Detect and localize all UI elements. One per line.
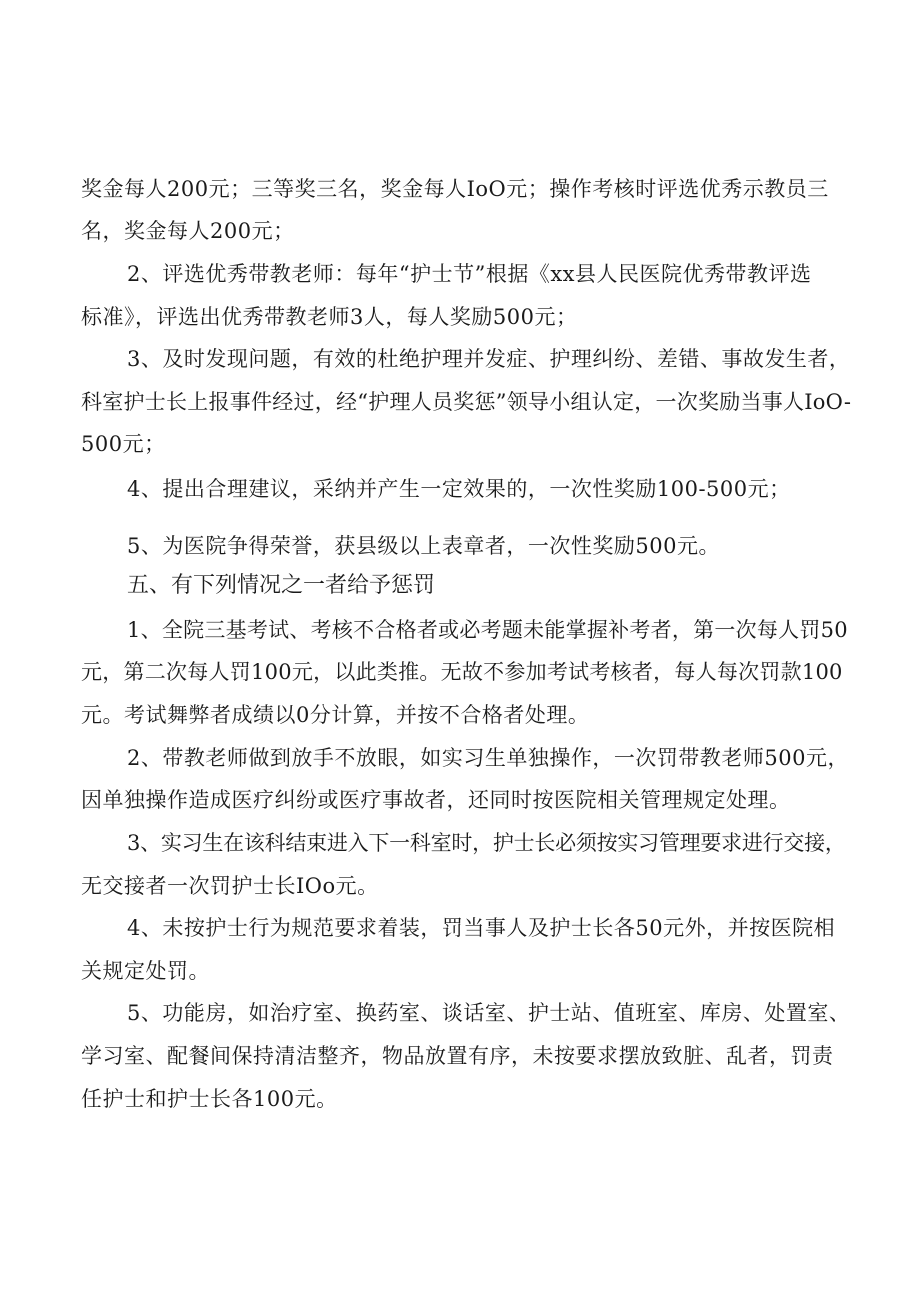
reward-item-4: 4、提出合理建议，采纳并产生一定效果的，一次性奖励100-500元； xyxy=(127,477,791,501)
body-line: 标准》，评选出优秀带教老师3人，每人奖励500元； xyxy=(81,305,578,329)
body-line: 学习室、配餐间保持清洁整齐，物品放置有序，未按要求摆放致脏、乱者，罚责 xyxy=(81,1044,834,1068)
body-line: 元。考试舞弊者成绩以0分计算，并按不合格者处理。 xyxy=(81,703,590,727)
body-line: 科室护士长上报事件经过，经“护理人员奖惩”领导小组认定，一次奖励当事人IoO- xyxy=(81,390,852,414)
penalty-item-1: 1、全院三基考试、考核不合格者或必考题未能掌握补考者，第一次每人罚50 xyxy=(127,618,848,642)
penalty-item-3: 3、实习生在该科结束进入下一科室时，护士长必须按实习管理要求进行交接， xyxy=(127,831,846,855)
penalty-item-2: 2、带教老师做到放手不放眼，如实习生单独操作，一次罚带教老师500元， xyxy=(127,746,849,770)
body-line: 元，第二次每人罚100元，以此类推。无故不参加考试考核者，每人每次罚款100 xyxy=(81,660,843,684)
section-heading-penalties: 五、有下列情况之一者给予惩罚 xyxy=(127,573,436,598)
penalty-item-5: 5、功能房，如治疗室、换药室、谈话室、护士站、值班室、库房、处置室、 xyxy=(127,1001,851,1025)
body-line: 奖金每人200元；三等奖三名，奖金每人IoO元；操作考核时评选优秀示教员三 xyxy=(81,177,829,201)
reward-item-2: 2、评选优秀带教老师：每年“护士节”根据《xx县人民医院优秀带教评选 xyxy=(127,262,812,286)
body-line: 任护士和护士长各100元。 xyxy=(81,1087,338,1111)
body-line: 无交接者一次罚护士长IOo元。 xyxy=(81,874,379,898)
body-line: 因单独操作造成医疗纠纷或医疗事故者，还同时按医院相关管理规定处理。 xyxy=(81,788,791,812)
reward-item-3: 3、及时发现问题，有效的杜绝护理并发症、护理纠纷、差错、事故发生者， xyxy=(127,347,851,371)
body-line: 关规定处罚。 xyxy=(81,959,210,983)
reward-item-5: 5、为医院争得荣誉，获县级以上表章者，一次性奖励500元。 xyxy=(127,534,720,558)
penalty-item-4: 4、未按护士行为规范要求着装，罚当事人及护士长各50元外，并按医院相 xyxy=(127,916,836,940)
body-line: 500元； xyxy=(81,432,166,456)
body-line: 名，奖金每人200元； xyxy=(81,219,295,243)
